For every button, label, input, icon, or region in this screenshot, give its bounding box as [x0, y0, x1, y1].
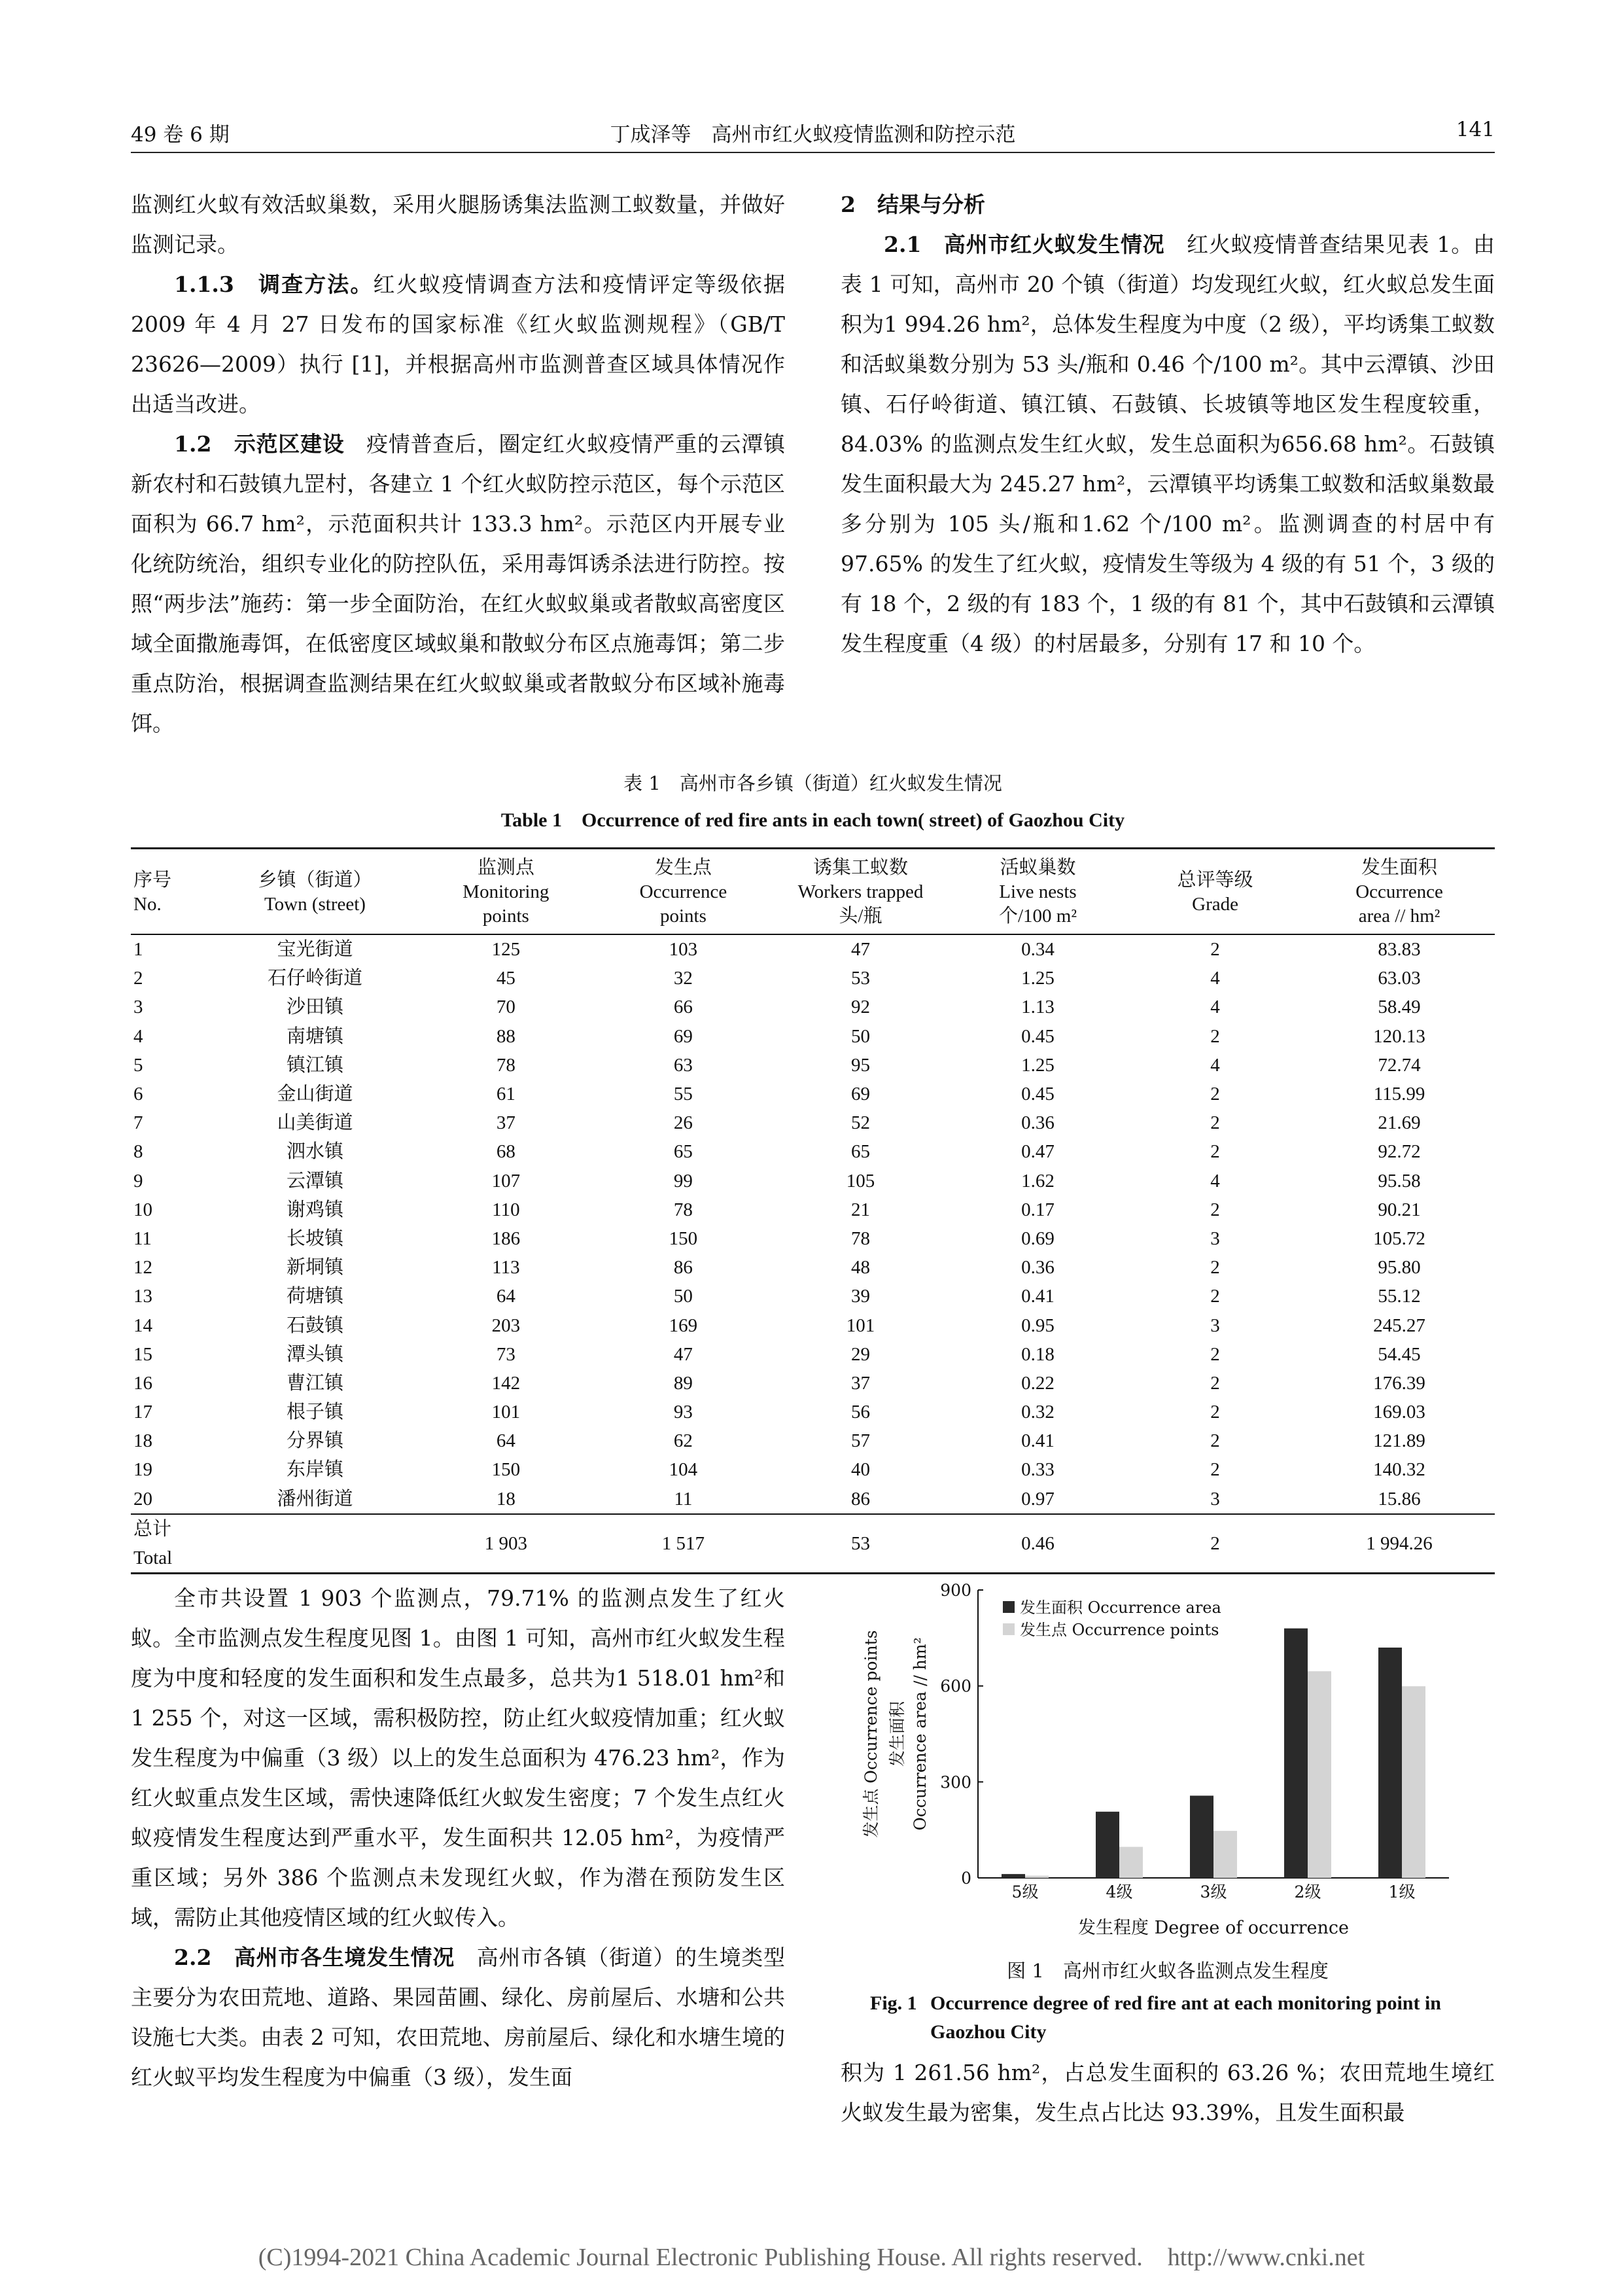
table-cell: 总计 Total: [133, 1518, 173, 1568]
table-cell: 2: [1210, 939, 1220, 961]
table-cell: 0.17: [1021, 1199, 1055, 1220]
table-cell: 65: [673, 1141, 693, 1163]
table-cell: 0.47: [1021, 1141, 1055, 1163]
table-cell: 29: [850, 1343, 870, 1365]
table-row: [131, 1051, 1495, 1080]
table-row: [131, 1340, 1495, 1369]
town-cell: 石鼓镇: [286, 1315, 343, 1336]
table-cell: 57: [850, 1430, 870, 1452]
table-cell: 15.86: [1378, 1488, 1421, 1510]
town-cell: 宝光街道: [277, 939, 353, 961]
table-cell: 83.83: [1378, 939, 1421, 961]
table-cell: 0.36: [1021, 1257, 1055, 1279]
town-cell: 分界镇: [286, 1430, 343, 1452]
table-cell: 78: [850, 1227, 870, 1249]
bar-occurrence-area: [1378, 1648, 1402, 1878]
table-cell: 4: [1210, 968, 1220, 989]
town-cell: 石仔岭街道: [267, 968, 362, 989]
table-cell: 2: [1210, 1430, 1220, 1452]
bar-occurrence-area: [1284, 1629, 1308, 1878]
bar-occurrence-area: [1002, 1874, 1025, 1878]
running-title: 丁成泽等 高州市红火蚁疫情监测和防控示范: [610, 123, 1016, 147]
table-row: [131, 1455, 1495, 1484]
right-column-bottom: [841, 2053, 1495, 2132]
paragraph-text: 高州市各镇（街道）的生境类型主要分为农田荒地、道路、果园苗圃、绿化、房前屋后、水塘和公共设施七大类。由表 2 可知，农田荒地、房前屋后、绿化和水塘生境的红火蚁平均发生程度为中偏重（3 级），发生面: [131, 1945, 785, 2090]
col-header-no: 序号 No.: [133, 869, 172, 915]
bar-occurrence-points: [1402, 1686, 1425, 1878]
table-cell: 64: [496, 1430, 515, 1452]
table-cell: 101: [491, 1402, 521, 1423]
table-caption-cn: 表 1 高州市各乡镇（街道）红火蚁发生情况: [623, 772, 1002, 794]
table-cell: 63.03: [1378, 968, 1421, 989]
x-tick-label: 3级: [1200, 1882, 1227, 1901]
table-cell: 56: [850, 1402, 870, 1423]
table-caption-en: Table 1 Occurrence of red fire ants in each town( street) of Gaozhou City: [500, 809, 1125, 831]
table-cell: 26: [673, 1112, 693, 1134]
table-cell: 37: [496, 1112, 515, 1134]
table-row: [131, 1398, 1495, 1426]
table-cell: 54.45: [1378, 1343, 1421, 1365]
table-cell: 86: [850, 1488, 870, 1510]
table-cell: 92: [850, 997, 870, 1018]
table-cell: 88: [496, 1025, 515, 1047]
col-header-town: 乡镇（街道） Town (street): [258, 869, 372, 915]
table-cell: 113: [492, 1257, 520, 1279]
table-cell: 50: [850, 1025, 870, 1047]
legend-swatch: [1003, 1601, 1015, 1613]
bar-occurrence-points: [1119, 1847, 1143, 1878]
table-cell: 86: [673, 1257, 693, 1279]
town-cell: 潭头镇: [286, 1343, 343, 1365]
table-cell: 47: [850, 939, 870, 961]
table-cell: 63: [673, 1054, 693, 1076]
table-cell: 90.21: [1378, 1199, 1421, 1220]
occurrence-table: [131, 847, 1495, 1574]
paragraph: [131, 424, 785, 743]
table-row: [131, 1311, 1495, 1339]
table-row: [131, 1080, 1495, 1108]
table-cell: 0.95: [1021, 1315, 1055, 1336]
table-cell: 120.13: [1373, 1025, 1425, 1047]
y-tick-label: 900: [940, 1581, 971, 1600]
table-cell: 68: [496, 1141, 515, 1163]
x-tick-label: 5级: [1011, 1882, 1039, 1901]
table-cell: 20: [133, 1488, 152, 1510]
header-rule: [131, 152, 1495, 153]
table-cell: 15: [133, 1343, 152, 1365]
table-cell: 1.13: [1021, 997, 1055, 1018]
table-cell: 32: [673, 968, 693, 989]
table-cell: 105: [846, 1170, 875, 1192]
table-row: [131, 993, 1495, 1021]
table-cell: 186: [491, 1227, 521, 1249]
table-cell: 1.25: [1021, 968, 1055, 989]
table-body: [131, 934, 1495, 1514]
left-column-top: [131, 185, 785, 743]
table-cell: 105.72: [1373, 1227, 1425, 1249]
figure-1-chart: [841, 1570, 1495, 1950]
table-cell: 0.45: [1021, 1025, 1055, 1047]
table-total-row: [131, 1514, 1495, 1574]
figure-caption-text: Occurrence degree of red fire ant at each monitoring point in Gaozhou City: [930, 1992, 1441, 2043]
table-cell: 0.69: [1021, 1227, 1055, 1249]
table-cell: 50: [673, 1286, 693, 1307]
col-header-nests: 活蚁巢数 Live nests 个/100 m²: [998, 857, 1077, 927]
y-axis-label: Occurrence area // hm²: [911, 1637, 930, 1831]
table-cell: 1: [133, 939, 143, 961]
table-cell: 66: [673, 997, 693, 1018]
town-cell: 根子镇: [286, 1402, 343, 1423]
table-cell: 0.22: [1021, 1372, 1055, 1394]
table-cell: 0.45: [1021, 1084, 1055, 1105]
table-cell: 95: [850, 1054, 870, 1076]
town-cell: 云潭镇: [286, 1170, 343, 1192]
town-cell: 东岸镇: [286, 1459, 343, 1481]
table-cell: 169.03: [1373, 1402, 1425, 1423]
table-cell: 0.41: [1021, 1286, 1055, 1307]
table-cell: 169: [669, 1315, 698, 1336]
table-cell: 65: [850, 1141, 870, 1163]
table-cell: 150: [669, 1227, 698, 1249]
x-axis-label: 发生程度 Degree of occurrence: [1078, 1918, 1349, 1938]
table-row: [131, 1108, 1495, 1137]
paragraph-text: 红火蚁疫情普查结果见表 1。由表 1 可知，高州市 20 个镇（街道）均发现红火蚁，红火蚁总发生面积为1 994.26 hm²，总体发生程度为中度（2 级），平均诱集工蚁数和活蚁巢数分别为 53 头/瓶和 0.46 个/100 m²。其中云潭镇、沙田镇、石仔岭街道、镇江镇、石鼓镇、长坡镇等地区发生程度较重，84.03% 的监测点发生红火蚁，发生总面积为656.68 hm²。石鼓镇发生面积最大为 245.27 hm²，云潭镇平均诱集工蚁数和活蚁巢数最多分别为 105 头/瓶和1.62 个/100 m²。监测调查的村居中有 97.65% 的发生了红火蚁，疫情发生等级为 4 级的有 51 个，3 级的有 18 个，2 级的有 183 个，1 级的有 81 个，其中石鼓镇和云潭镇发生程度重（4 级）的村居最多，分别有 17 和 10 个。: [841, 232, 1495, 656]
table-row: [131, 934, 1495, 964]
table-row: [131, 1195, 1495, 1224]
table-cell: 12: [133, 1257, 152, 1279]
table-cell: 8: [133, 1141, 143, 1163]
table-cell: 104: [669, 1459, 698, 1481]
table-cell: 95.80: [1378, 1257, 1421, 1279]
table-cell: 2: [1210, 1141, 1220, 1163]
table-row: [131, 1022, 1495, 1051]
table-cell: 2: [1210, 1084, 1220, 1105]
table-cell: 2: [1210, 1402, 1220, 1423]
table-cell: 2: [1210, 1459, 1220, 1481]
paragraph: 监测红火蚁有效活蚁巢数，采用火腿肠诱集法监测工蚁数量，并做好监测记录。: [131, 192, 785, 257]
subsection-heading: 2.2 高州市各生境发生情况: [174, 1945, 477, 1970]
table-cell: 69: [673, 1025, 693, 1047]
right-column-top: [841, 185, 1495, 663]
table-cell: 70: [496, 997, 515, 1018]
table-cell: 11: [674, 1488, 693, 1510]
table-cell: 78: [496, 1054, 515, 1076]
table-cell: 53: [850, 1532, 870, 1554]
table-cell: 3: [133, 997, 143, 1018]
table-cell: 64: [496, 1286, 515, 1307]
paragraph: [841, 224, 1495, 663]
y-axis-label: 发生面积: [888, 1701, 907, 1767]
table-cell: 2: [1210, 1372, 1220, 1394]
table-cell: 150: [491, 1459, 521, 1481]
table-cell: 2: [1210, 1025, 1220, 1047]
figure-caption-en: [870, 1989, 1472, 2047]
table-cell: 101: [846, 1315, 875, 1336]
town-cell: 泗水镇: [286, 1141, 343, 1163]
table-cell: 10: [133, 1199, 152, 1220]
table-cell: 2: [1210, 1532, 1220, 1554]
table-cell: 5: [133, 1054, 143, 1076]
table-cell: 103: [669, 939, 698, 961]
table-cell: 4: [1210, 997, 1220, 1018]
table-row: [131, 1369, 1495, 1398]
town-cell: 金山街道: [277, 1084, 353, 1105]
table-cell: 2: [133, 968, 143, 989]
table-cell: 72.74: [1378, 1054, 1421, 1076]
table-cell: 17: [133, 1402, 152, 1423]
x-tick-label: 2级: [1294, 1882, 1321, 1901]
table-cell: 18: [496, 1488, 515, 1510]
table-cell: 1 903: [484, 1532, 527, 1554]
town-cell: 谢鸡镇: [286, 1199, 343, 1220]
legend-label: 发生面积 Occurrence area: [1020, 1598, 1221, 1617]
table-row: [131, 964, 1495, 993]
town-cell: 新垌镇: [286, 1257, 343, 1279]
table-cell: 92.72: [1378, 1141, 1421, 1163]
table-cell: 3: [1210, 1315, 1220, 1336]
table-cell: 13: [133, 1286, 152, 1307]
table-cell: 0.32: [1021, 1402, 1055, 1423]
bar-occurrence-points: [1308, 1671, 1331, 1878]
bar-occurrence-area: [1190, 1795, 1213, 1878]
bar-occurrence-points: [1025, 1876, 1049, 1878]
table-cell: 73: [496, 1343, 515, 1365]
table-cell: 0.97: [1021, 1488, 1055, 1510]
table-row: [131, 1426, 1495, 1455]
col-header-workers: 诱集工蚁数 Workers trapped 头/瓶: [797, 857, 924, 927]
table-cell: 53: [850, 968, 870, 989]
table-cell: 6: [133, 1084, 143, 1105]
left-column-bottom: [131, 1578, 785, 2097]
paragraph-text: 疫情普查后，圈定红火蚁疫情严重的云潭镇新农村和石鼓镇九罡村，各建立 1 个红火蚁防控示范区，每个示范区面积为 66.7 hm²，示范面积共计 133.3 hm²。示范区内开展专业化统防统治，组织专业化的防控队伍，采用毒饵诱杀法进行防控。按照“两步法”施药：第一步全面防治，在红火蚁蚁巢或者散蚁高密度区域全面撒施毒饵，在低密度区域蚁巢和散蚁分布区点施毒饵；第二步重点防治，根据调查监测结果在红火蚁蚁巢或者散蚁分布区域补施毒饵。: [131, 431, 786, 736]
table-cell: 37: [850, 1372, 870, 1394]
paragraph: [131, 264, 785, 424]
table-row: [131, 1253, 1495, 1282]
legend-swatch: [1003, 1623, 1015, 1635]
table-cell: 14: [133, 1315, 152, 1336]
town-cell: 长坡镇: [286, 1227, 343, 1249]
table-cell: 69: [850, 1084, 870, 1105]
table-cell: 245.27: [1373, 1315, 1425, 1336]
table-cell: 0.41: [1021, 1430, 1055, 1452]
table-cell: 1.25: [1021, 1054, 1055, 1076]
figure-label: Fig. 1: [870, 1992, 917, 2014]
section-heading: 2 结果与分析: [841, 192, 985, 217]
table-cell: 62: [673, 1430, 693, 1452]
table-cell: 93: [673, 1402, 693, 1423]
y-tick-label: 0: [961, 1869, 971, 1888]
page-number: 141: [1456, 118, 1495, 141]
table-cell: 176.39: [1373, 1372, 1425, 1394]
table-cell: 1 517: [661, 1532, 705, 1554]
town-cell: 潘州街道: [277, 1488, 353, 1510]
table-cell: 4: [1210, 1170, 1220, 1192]
table-cell: 21: [850, 1199, 870, 1220]
y-tick-label: 600: [940, 1676, 971, 1696]
paragraph-text: 红火蚁疫情调查方法和疫情评定等级依据 2009 年 4 月 27 日发布的国家标准《红火蚁监测规程》（GB/T 23626—2009）执行 [1]，并根据高州市监测普查区域具体情况作出适当改进。: [131, 272, 785, 417]
table-cell: 107: [491, 1170, 521, 1192]
table-cell: 3: [1210, 1488, 1220, 1510]
table-cell: 140.32: [1373, 1459, 1425, 1481]
table-cell: 48: [850, 1257, 870, 1279]
table-cell: 142: [491, 1372, 521, 1394]
table-cell: 121.89: [1373, 1430, 1425, 1452]
paragraph: [131, 1937, 785, 2097]
table-cell: 1 994.26: [1366, 1532, 1433, 1554]
table-row: [131, 1282, 1495, 1311]
table-cell: 4: [1210, 1054, 1220, 1076]
table-cell: 61: [496, 1084, 515, 1105]
paragraph: 全市共设置 1 903 个监测点，79.71% 的监测点发生了红火蚁。全市监测点发生程度见图 1。由图 1 可知，高州市红火蚁发生程度为中度和轻度的发生面积和发生点最多，总共为1 518.01 hm²和 1 255 个，对这一区域，需积极防控，防止红火蚁疫情加重；红火蚁发生程度为中偏重（3 级）以上的发生总面积为 476.23 hm²，作为红火蚁重点发生区域，需快速降低红火蚁发生密度；7 个发生点红火蚁疫情发生程度达到严重水平，发生面积共 12.05 hm²，为疫情严重区域；另外 386 个监测点未发现红火蚁，作为潜在预防发生区域，需防止其他疫情区域的红火蚁传入。: [131, 1585, 785, 1930]
table-cell: 9: [133, 1170, 143, 1192]
table-cell: 115.99: [1373, 1084, 1425, 1105]
table-cell: 7: [133, 1112, 143, 1134]
table-cell: 1.62: [1021, 1170, 1055, 1192]
table-cell: 55: [673, 1084, 693, 1105]
table-cell: 2: [1210, 1343, 1220, 1365]
col-header-area: 发生面积 Occurrence area // hm²: [1355, 857, 1443, 927]
table-cell: 4: [133, 1025, 143, 1047]
table-cell: 2: [1210, 1112, 1220, 1134]
table-cell: 78: [673, 1199, 693, 1220]
subsection-heading: 1.2 示范区建设: [174, 431, 367, 457]
table-cell: 11: [133, 1227, 152, 1249]
town-cell: 镇江镇: [286, 1054, 343, 1076]
table-cell: 52: [850, 1112, 870, 1134]
table-cell: 45: [496, 968, 515, 989]
figure-caption-cn: 图 1 高州市红火蚁各监测点发生程度: [1007, 1960, 1329, 1982]
table-cell: 2: [1210, 1286, 1220, 1307]
town-cell: 沙田镇: [286, 997, 343, 1018]
town-cell: 荷塘镇: [286, 1286, 343, 1307]
y-axis-label: 发生点 Occurrence points: [862, 1630, 881, 1838]
table-cell: 39: [850, 1286, 870, 1307]
col-header-occurrence: 发生点 Occurrence points: [639, 857, 727, 927]
table-cell: 89: [673, 1372, 693, 1394]
table-cell: 55.12: [1378, 1286, 1421, 1307]
col-header-grade: 总评等级 Grade: [1177, 869, 1253, 915]
subsection-heading: 1.1.3 调查方法。: [174, 272, 374, 297]
table-cell: 125: [491, 939, 521, 961]
table-cell: 0.46: [1021, 1532, 1055, 1554]
town-cell: 曹江镇: [286, 1372, 343, 1394]
table-cell: 99: [673, 1170, 693, 1192]
table-cell: 19: [133, 1459, 152, 1481]
table-cell: 47: [673, 1343, 693, 1365]
table-cell: 21.69: [1378, 1112, 1421, 1134]
legend-label: 发生点 Occurrence points: [1020, 1621, 1219, 1639]
journal-issue: 49 卷 6 期: [131, 123, 230, 147]
table-row: [131, 1224, 1495, 1253]
col-header-monitoring: 监测点 Monitoring points: [462, 857, 550, 927]
copyright-footer: (C)1994-2021 China Academic Journal Electronic Publishing House. All rights reserved. http://www.cnki.net: [258, 2244, 1365, 2271]
town-cell: 南塘镇: [286, 1025, 343, 1047]
table-row: [131, 1137, 1495, 1166]
table-cell: 16: [133, 1372, 152, 1394]
table-cell: 2: [1210, 1199, 1220, 1220]
table-cell: 0.18: [1021, 1343, 1055, 1365]
bar-occurrence-points: [1213, 1831, 1237, 1878]
table-cell: 3: [1210, 1227, 1220, 1249]
table-row: [131, 1485, 1495, 1514]
table-cell: [213, 1514, 417, 1574]
x-tick-label: 1级: [1388, 1882, 1416, 1901]
subsection-heading: 2.1 高州市红火蚁发生情况: [884, 232, 1187, 257]
paragraph: 积为 1 261.56 hm²，占总发生面积的 63.26 %；农田荒地生境红火蚁发生最为密集，发生点占比达 93.39%，且发生面积最: [841, 2060, 1495, 2125]
table-cell: 0.34: [1021, 939, 1055, 961]
table-cell: 58.49: [1378, 997, 1421, 1018]
town-cell: 山美街道: [277, 1112, 353, 1134]
table-cell: 95.58: [1378, 1170, 1421, 1192]
table-cell: 18: [133, 1430, 152, 1452]
table-cell: 0.36: [1021, 1112, 1055, 1134]
table-cell: 110: [492, 1199, 520, 1220]
table-row: [131, 1167, 1495, 1195]
table-cell: 40: [850, 1459, 870, 1481]
table-cell: 0.33: [1021, 1459, 1055, 1481]
table-header-row: [131, 849, 1495, 935]
table-cell: 203: [491, 1315, 521, 1336]
table-cell: 2: [1210, 1257, 1220, 1279]
bar-occurrence-area: [1096, 1812, 1119, 1878]
x-tick-label: 4级: [1106, 1882, 1133, 1901]
y-tick-label: 300: [940, 1773, 971, 1792]
